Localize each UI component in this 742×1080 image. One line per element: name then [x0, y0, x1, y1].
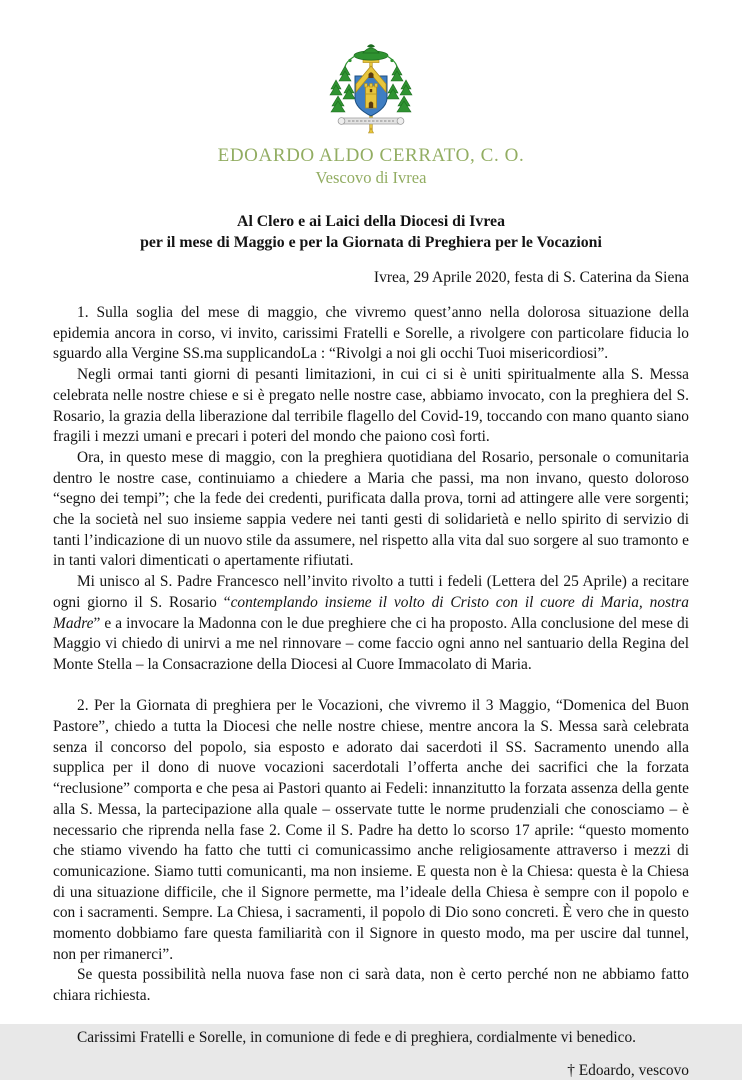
- left-tassels-icon: [330, 66, 355, 112]
- tower-icon: [365, 84, 378, 109]
- coat-of-arms: [53, 40, 689, 141]
- bishop-crest-icon: [319, 40, 423, 136]
- document-title: [53, 212, 689, 253]
- title-line-2: per il mese di Maggio e per la Giornata di Preghiera per le Vocazioni: [140, 233, 602, 251]
- paragraph-6: Se questa possibilità nella nuova fase non ci sarà data, non è certo perché non ne abbiamo fatto chiara richiesta.: [53, 966, 689, 1005]
- signature: † Edoardo, vescovo: [567, 1062, 689, 1080]
- paragraph-5: 2. Per la Giornata di preghiera per le Vocazioni, che vivremo il 3 Maggio, “Domenica del Buon Pastore”, chiedo a tutta la Diocesi che nelle nostre chiese, mentre ancora la S. Messa sarà celebrata senza il concorso del popolo, sia esposto e adorato dai sacerdoti il SS. Sacramento unendo alla supplica per il dono di nuove vocazioni sacerdotali l’offerta anche dei sacrifici che la forzata “reclusione” comporta e che pesa ai Pastori quanto ai Fedeli: innanzitutto la forzata assenza della gente alla S. Messa, la partecipazione alla quale – osservate tutte le norme prudenziali che conosciamo – è necessario che riprenda nella fase 2. Come il S. Padre ha detto lo scorso 17 aprile: “questo momento che stiamo vivendo ha fatto che tutti ci comunicassimo anche religiosamente attraverso i mezzi di comunicazione. Siamo tutti comunicanti, ma non insieme. E questa non è la Chiesa: questa è la Chiesa di una situazione difficile, che il Signore permette, ma l’ideale della Chiesa è sempre con il popolo e con i sacramenti. Sempre. La Chiesa, i sacramenti, il popolo di Dio sono concreti. È vero che in questo momento dobbiamo fare questa familiarità con il Signore in questo modo, ma per uscire dal tunnel, non per rimanerci”.: [53, 697, 689, 963]
- paragraph-2: Negli ormai tanti giorni di pesanti limitazioni, in cui ci si è uniti spiritualmente alla S. Messa celebrata nelle nostre chiese e si è pregato nelle nostre case, abbiamo invocato, con la preghiera del S. Rosario, la grazia della liberazione dal terribile flagello del Covid-19, toccando con mano quanto siano fragili i mezzi umani e precari i poteri del mondo che paiono così forti.: [53, 366, 689, 446]
- paragraph-3: Ora, in questo mese di maggio, con la preghiera quotidiana del Rosario, personale o comunitaria dentro le nostre case, continuiamo a chiedere a Maria che passi, ma non invano, questo doloroso “segno dei tempi”; che la fede dei credenti, purificata dalla prova, torni ad attingere alle vere sorgenti; che la società nel suo insieme sappia vedere nei tanti gesti di solidarietà e nello spirito di servizio di tanti l’indicazione di un nuovo stile da assumere, nel rispetto alla vita dal suo sorgere al suo tramonto e in tanti valori dimenticati o apertamente rifiutati.: [53, 448, 689, 570]
- closing-paragraph: Carissimi Fratelli e Sorelle, in comunione di fede e di preghiera, cordialmente vi benedico.: [77, 1028, 637, 1046]
- paragraph-4: [53, 572, 689, 676]
- bishop-role: Vescovo di Ivrea: [315, 168, 427, 187]
- title-line-1: Al Clero e ai Laici della Diocesi di Ivrea: [237, 213, 505, 230]
- dateline: Ivrea, 29 Aprile 2020, festa di S. Caterina da Siena: [373, 269, 689, 286]
- right-tassels-icon: [387, 66, 412, 112]
- bishop-name: EDOARDO ALDO CERRATO, C. O.: [217, 145, 525, 166]
- letter-body: [53, 303, 689, 1048]
- motto-scroll-icon: [338, 118, 404, 125]
- paragraph-4-tail: ” e a invocare la Madonna con le due preghiere che ci ha proposto. Alla conclusione del mese di Maggio vi chiedo di unirvi a me nel rinnovare – come faccio ogni anno nel santuario della Regina del Monte Stella – la Consacrazione della Diocesi al Cuore Immacolato di Maria.: [53, 614, 689, 673]
- paragraph-4-quote: contemplando insieme il volto di Cristo con il cuore di Maria, nostra Madre: [53, 593, 689, 632]
- paragraph-1: 1. Sulla soglia del mese di maggio, che vivremo quest’anno nella dolorosa situazione della epidemia ancora in corso, vi invito, carissimi Fratelli e Sorelle, a rivolgere con particolare fiducia lo sguardo alla Vergine SS.ma supplicandoLa : “Rivolgi a noi gli occhi Tuoi misericordiosi”.: [53, 304, 689, 363]
- paragraph-4-lead: Mi unisco al S. Padre Francesco nell’invito rivolto a tutti i fedeli (Lettera del 25 Aprile) a recitare ogni giorno il S. Rosario “: [53, 573, 689, 611]
